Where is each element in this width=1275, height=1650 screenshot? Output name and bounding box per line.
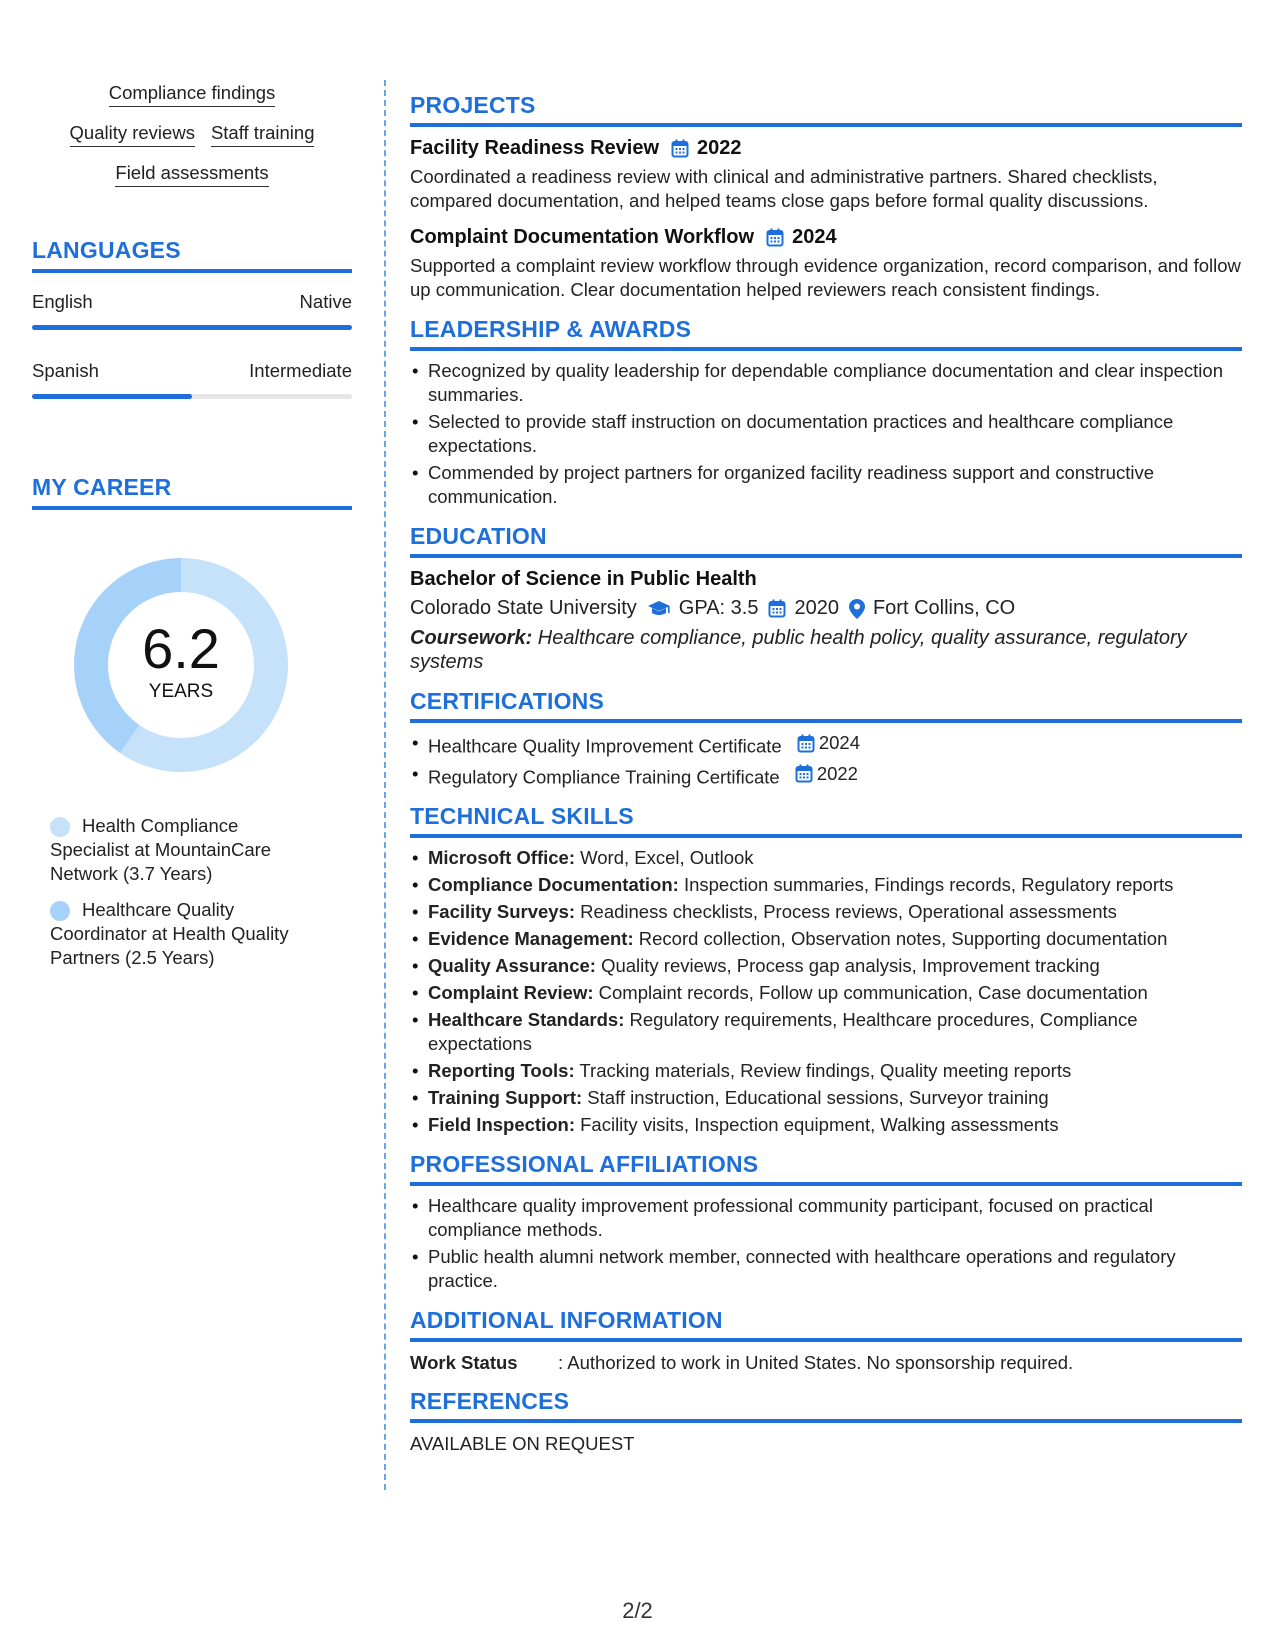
skill-item <box>410 1086 1242 1110</box>
skill-values: Facility visits, Inspection equipment, Walking assessments <box>574 1114 1059 1135</box>
gpa: GPA: 3.5 <box>678 597 759 619</box>
references-section <box>410 1388 1242 1455</box>
skill-item <box>410 900 1242 924</box>
tag: Quality reviews <box>70 122 195 147</box>
list-item: • Recognized by quality leadership for dependable compliance documentation and clear inspection summaries. <box>410 359 1242 407</box>
certifications-heading: CERTIFICATIONS <box>410 688 1242 723</box>
additional-heading: ADDITIONAL INFORMATION <box>410 1307 1242 1342</box>
skills-section <box>410 803 1242 1137</box>
certification-year: 2022 <box>816 762 858 784</box>
right-column <box>410 92 1242 1469</box>
calendar-icon <box>766 228 784 247</box>
languages-heading: LANGUAGES <box>32 237 352 273</box>
skill-values: Readiness checklists, Process reviews, Operational assessments <box>575 901 1117 922</box>
skill-item <box>410 981 1242 1005</box>
leadership-list <box>410 359 1242 509</box>
additional-section <box>410 1307 1242 1374</box>
graduation-cap-icon <box>647 600 671 618</box>
info-row <box>410 1352 1242 1374</box>
list-item: • Commended by project partners for organized facility readiness support and constructive communication. <box>410 461 1242 509</box>
education-details <box>410 597 1242 620</box>
skill-category: Training Support: <box>428 1087 583 1108</box>
tag: Field assessments <box>115 162 268 187</box>
project-title-row <box>410 137 1242 160</box>
legend-item <box>50 814 310 886</box>
affiliations-list <box>410 1194 1242 1293</box>
references-text: AVAILABLE ON REQUEST <box>410 1433 635 1454</box>
certifications-section <box>410 688 1242 789</box>
language-item <box>32 360 352 399</box>
info-value: : Authorized to work in United States. No sponsorship required. <box>558 1352 1074 1373</box>
skill-item <box>410 954 1242 978</box>
leadership-section <box>410 316 1242 509</box>
skill-item <box>410 1113 1242 1137</box>
page-number: 2/2 <box>622 1598 653 1623</box>
calendar-icon <box>795 764 813 783</box>
tag-row <box>70 122 315 147</box>
skill-category: Evidence Management: <box>428 928 634 949</box>
legend-dot <box>50 817 70 837</box>
graduation-year: 2020 <box>794 597 839 619</box>
calendar-icon <box>797 734 815 753</box>
calendar-icon <box>768 599 786 618</box>
skill-values: Record collection, Observation notes, Supporting documentation <box>633 928 1168 949</box>
projects-heading: PROJECTS <box>410 92 1242 127</box>
skill-category: Reporting Tools: <box>428 1060 575 1081</box>
career-years-unit: YEARS <box>148 681 214 702</box>
skill-item <box>410 873 1242 897</box>
project-title: Complaint Documentation Workflow <box>410 226 755 248</box>
skill-category: Compliance Documentation: <box>428 874 679 895</box>
list-item: • Public health alumni network member, connected with healthcare operations and regulatory practice. <box>410 1245 1242 1293</box>
skills-list <box>410 846 1242 1137</box>
language-item <box>32 291 352 330</box>
skill-category: Complaint Review: <box>428 982 594 1003</box>
tag-row <box>115 162 268 187</box>
list-item <box>410 762 1242 790</box>
career-donut-chart <box>68 552 294 778</box>
school: Colorado State University <box>410 597 637 619</box>
skill-values: Inspection summaries, Findings records, Regulatory reports <box>678 874 1174 895</box>
tag: Compliance findings <box>109 82 276 107</box>
coursework-text: Healthcare compliance, public health policy, quality assurance, regulatory systems <box>410 627 1187 673</box>
legend-label: Healthcare Quality Coordinator at Health Quality Partners (2.5 Years) <box>50 899 289 968</box>
certification-year: 2024 <box>818 732 860 753</box>
affiliations-heading: PROFESSIONAL AFFILIATIONS <box>410 1151 1242 1186</box>
project-title: Facility Readiness Review <box>410 137 660 159</box>
language-bar <box>32 394 352 399</box>
career-legend <box>50 814 310 970</box>
skill-category: Facility Surveys: <box>428 901 576 922</box>
education-section <box>410 523 1242 674</box>
language-bar <box>32 325 352 330</box>
info-key: Work Status <box>410 1352 518 1373</box>
tag-row <box>109 82 276 107</box>
skill-values: Staff instruction, Educational sessions, Surveyor training <box>582 1087 1049 1108</box>
tag: Staff training <box>211 122 315 147</box>
project-description: Coordinated a readiness review with clinical and administrative partners. Shared checklists, compared documentation, and helped teams close gaps before formal quality discussions. <box>410 166 1158 211</box>
leadership-heading: LEADERSHIP & AWARDS <box>410 316 1242 351</box>
coursework <box>410 626 1242 674</box>
list-item <box>410 731 1242 759</box>
education-heading: EDUCATION <box>410 523 1242 558</box>
skill-values: Complaint records, Follow up communication, Case documentation <box>593 982 1148 1003</box>
degree: Bachelor of Science in Public Health <box>410 568 757 590</box>
certifications-list <box>410 731 1242 789</box>
left-column <box>32 82 352 970</box>
column-divider <box>384 80 386 1490</box>
career-total-years: 6.2 <box>142 617 220 680</box>
skill-category: Quality Assurance: <box>428 955 596 976</box>
skill-item <box>410 1008 1242 1056</box>
skill-category: Field Inspection: <box>428 1114 575 1135</box>
skill-values: Word, Excel, Outlook <box>574 847 754 868</box>
affiliations-section <box>410 1151 1242 1293</box>
skill-values: Tracking materials, Review findings, Quality meeting reports <box>574 1060 1072 1081</box>
skill-category: Healthcare Standards: <box>428 1009 625 1030</box>
certification-name: Regulatory Compliance Training Certificate <box>428 766 780 787</box>
legend-item <box>50 898 310 970</box>
projects-section <box>410 92 1242 302</box>
language-name: English <box>32 291 93 312</box>
location: Fort Collins, CO <box>872 597 1016 619</box>
references-heading: REFERENCES <box>410 1388 1242 1423</box>
project-year: 2022 <box>697 137 742 159</box>
language-name: Spanish <box>32 360 99 381</box>
project-year: 2024 <box>792 226 837 248</box>
skill-item <box>410 846 1242 870</box>
list-item: • Selected to provide staff instruction on documentation practices and healthcare compliance expectations. <box>410 410 1242 458</box>
certification-name: Healthcare Quality Improvement Certificate <box>428 735 782 757</box>
skill-values: Quality reviews, Process gap analysis, Improvement tracking <box>595 955 1100 976</box>
language-level: Native <box>299 291 352 312</box>
language-bar-fill <box>32 394 192 399</box>
list-item: • Healthcare quality improvement professional community participant, focused on practical compliance methods. <box>410 1194 1242 1242</box>
language-bar-fill <box>32 325 352 330</box>
skill-item <box>410 1059 1242 1083</box>
skills-heading: TECHNICAL SKILLS <box>410 803 1242 838</box>
location-pin-icon <box>849 599 865 619</box>
legend-label: Health Compliance Specialist at MountainCare Network (3.7 Years) <box>50 815 272 884</box>
skill-tags <box>32 82 352 187</box>
calendar-icon <box>671 139 689 158</box>
career-heading: MY CAREER <box>32 474 352 510</box>
skill-category: Microsoft Office: <box>428 847 575 868</box>
project-title-row <box>410 226 1242 249</box>
skill-values: Regulatory requirements, Healthcare procedures, Compliance expectations <box>428 1009 1138 1054</box>
project-description: Supported a complaint review workflow through evidence organization, record comparison, and follow up communication. Clear documentation helped reviewers reach consistent findings. <box>410 255 1241 300</box>
coursework-label: Coursework: <box>410 627 533 649</box>
legend-dot <box>50 901 70 921</box>
skill-item <box>410 927 1242 951</box>
language-level: Intermediate <box>249 360 352 381</box>
